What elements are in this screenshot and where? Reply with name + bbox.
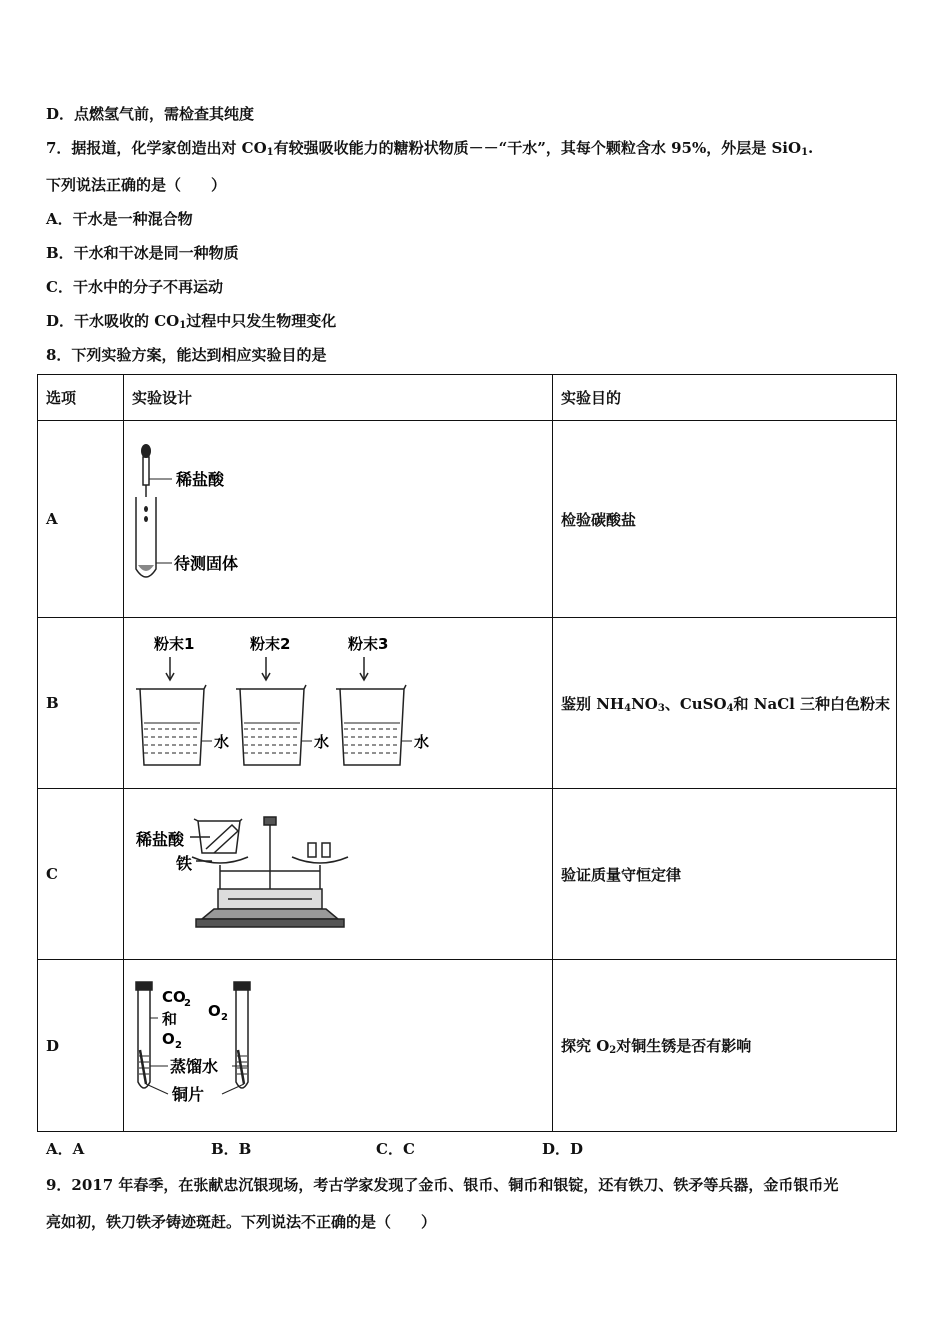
label-o2-text: O: [162, 1029, 175, 1048]
label-powder-3: 粉末3: [348, 635, 389, 653]
q7-stem-2: 下列说法正确的是（ ）: [46, 176, 227, 194]
dropper-test-tube-figure: [132, 439, 272, 599]
row-d-design: [124, 960, 553, 1132]
header-design: 实验设计: [124, 375, 553, 421]
row-b-purpose: 鉴别 $NH_4NO_3$、CuSO$_4$和 NaCl 三种白色粉末: [553, 618, 897, 789]
label-water-1: 水: [214, 733, 230, 751]
row-a-option: A: [38, 421, 124, 618]
test-tubes-copper-figure: [132, 976, 292, 1116]
q9-stem-2: 亮如初，铁刀铁矛铸迹斑赶。下列说法不正确的是（ ）: [46, 1213, 437, 1231]
row-b-design: [124, 618, 553, 789]
label-water-3: 水: [414, 733, 430, 751]
q7-option-d: D．干水吸收的 $CO_1$过程中只发生物理变化: [46, 312, 337, 331]
q7-option-a: A．干水是一种混合物: [46, 210, 193, 228]
label-powder-2: 粉末2: [250, 635, 291, 653]
header-option: 选项: [38, 375, 124, 421]
row-a-design: [124, 421, 553, 618]
balance-figure: [132, 809, 372, 939]
q7-option-b: B．干水和干冰是同一种物质: [46, 244, 239, 262]
table-row-a: [38, 421, 897, 618]
label-copper-sheet: 铜片: [172, 1084, 205, 1104]
answer-option-b: B．B: [211, 1140, 252, 1158]
answer-option-d: D．D: [542, 1140, 584, 1158]
row-b-option: B: [38, 618, 124, 789]
label-dilute-hcl: 稀盐酸: [176, 470, 225, 489]
q7-option-c: C．干水中的分子不再运动: [46, 278, 223, 296]
label-co2-text: CO: [162, 987, 186, 1006]
q6-option-d: D．点燃氢气前，需检查其纯度: [46, 105, 255, 123]
row-d-purpose: 探究 $O_2$对铜生锈是否有影响: [553, 960, 897, 1132]
table-row-d: [38, 960, 897, 1132]
table-header-row: [38, 375, 897, 421]
table-row-c: [38, 789, 897, 960]
table-row-b: [38, 618, 897, 789]
label-water-2: 水: [314, 733, 330, 751]
label-dilute-hcl-c: 稀盐酸: [136, 830, 185, 849]
answer-option-c: C．C: [376, 1140, 415, 1158]
q7-stem: 7．据报道，化学家创造出对 $CO_1$有较强吸收能力的糖粉状物质－－“干水”，其每个颗粒含水 95%，外层是 SiO$_1$.: [46, 139, 814, 158]
label-distilled-water: 蒸馏水: [170, 1056, 219, 1076]
label-test-solid: 待测固体: [174, 554, 239, 573]
answer-option-a: A．A: [46, 1140, 85, 1158]
label-o2-right: O: [208, 1001, 221, 1020]
label-co2-sub: 2: [184, 997, 191, 1009]
q8-stem: 8．下列实验方案，能达到相应实验目的是: [46, 346, 327, 364]
three-beakers-figure: [132, 633, 452, 773]
row-c-design: [124, 789, 553, 960]
q9-stem-1: 9．2017 年春季，在张献忠沉银现场，考古学家发现了金币、银币、铜币和银锭，还有铁刀、铁矛等兵器，金币银币光: [46, 1176, 839, 1194]
row-c-purpose: 验证质量守恒定律: [553, 789, 897, 960]
header-purpose: 实验目的: [553, 375, 897, 421]
q8-table: [37, 374, 897, 1132]
row-c-option: C: [38, 789, 124, 960]
label-powder-1: 粉末1: [154, 635, 195, 653]
row-d-option: D: [38, 960, 124, 1132]
row-a-purpose: 检验碳酸盐: [553, 421, 897, 618]
label-and: 和: [162, 1009, 178, 1028]
label-o2-right-sub: 2: [221, 1011, 228, 1023]
label-iron: 铁: [176, 854, 193, 873]
label-o2-sub: 2: [175, 1039, 182, 1051]
